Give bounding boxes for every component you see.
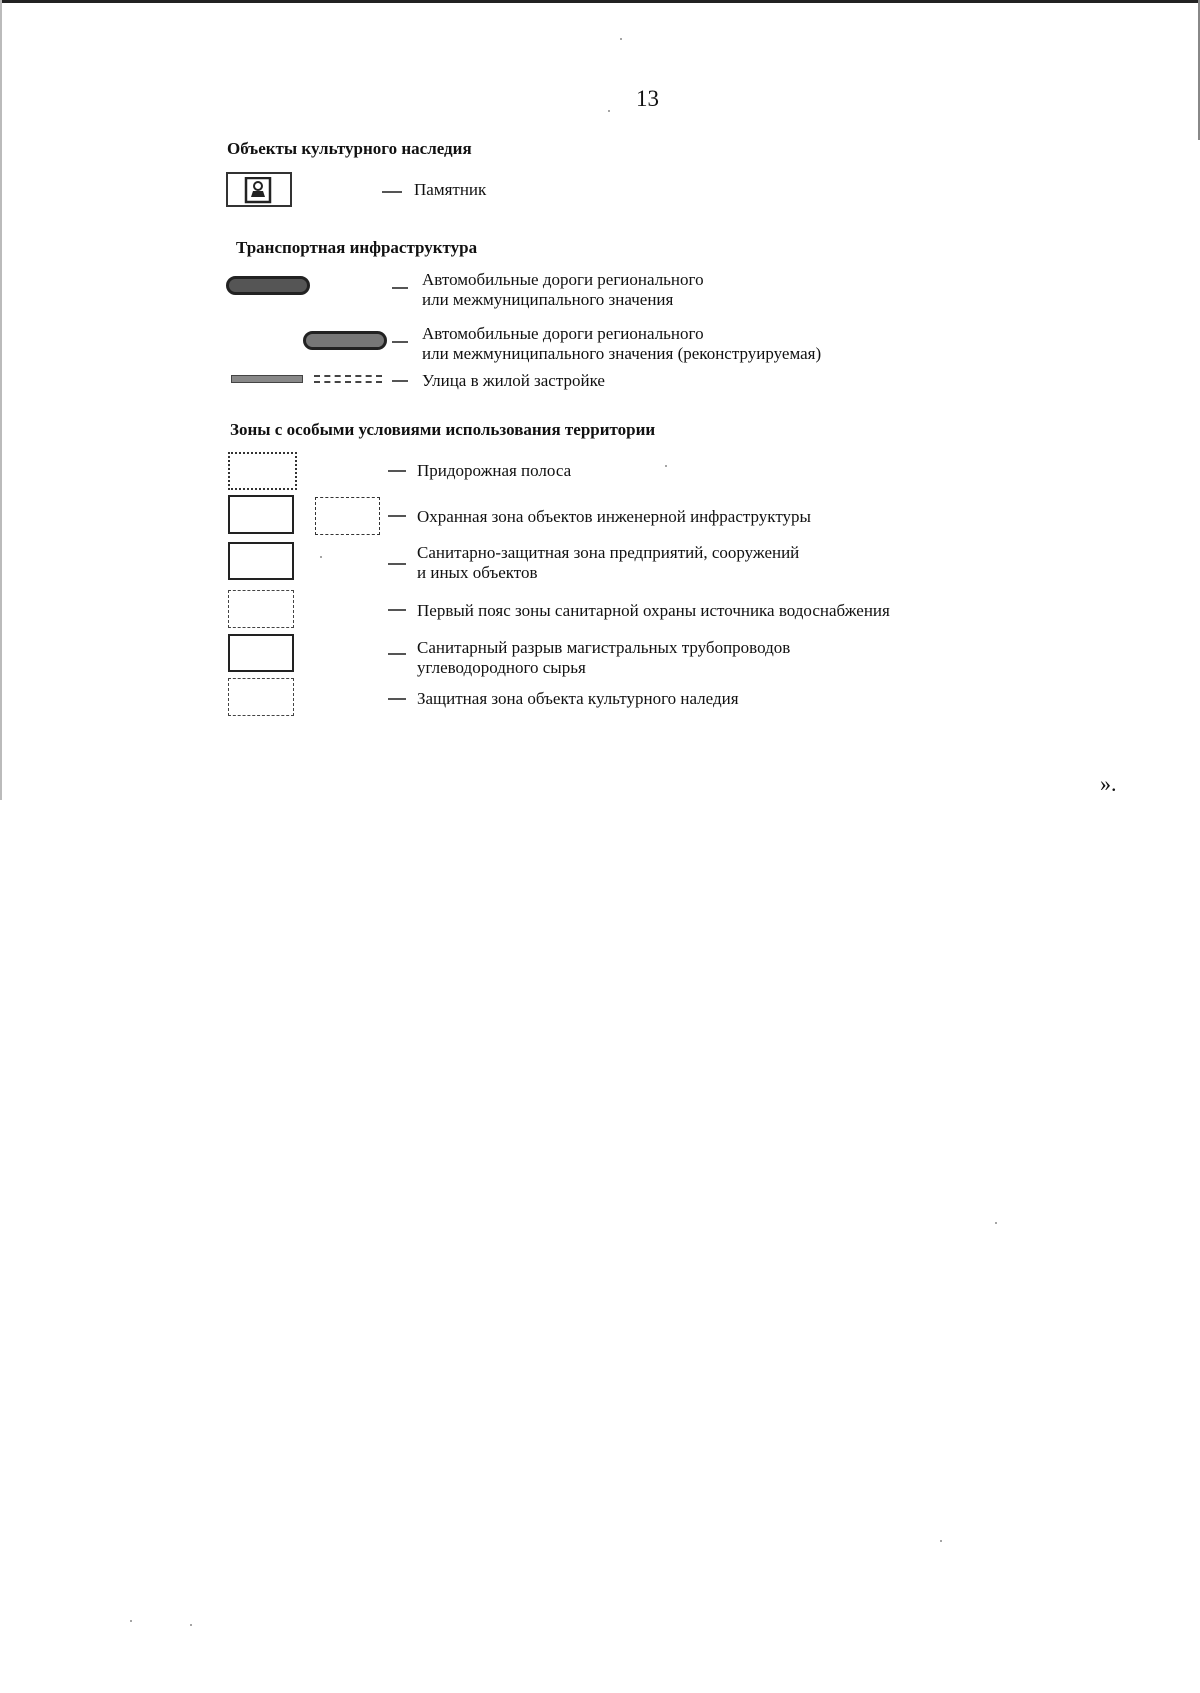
scan-speck [665,465,667,467]
legend-dash [392,287,408,289]
legend-dash [388,515,406,517]
monument-icon [226,172,292,207]
closing-quote-mark: ». [1100,771,1117,796]
legend-dash [388,609,406,611]
residential-street-projected-icon [314,375,382,383]
scan-speck [608,110,610,112]
legend-label-pipeline-sanitary-gap: Санитарный разрыв магистральных трубопроводов углеводородного сырья [417,638,791,677]
legend-dash [388,653,406,655]
scan-top-edge [0,0,1200,3]
sanitary-protection-zone-icon [228,542,294,580]
legend-dash [392,380,408,382]
engineering-protection-zone-icon [228,495,294,534]
legend-label-heritage-protection-zone: Защитная зона объекта культурного наледия [417,689,739,708]
pipeline-sanitary-gap-icon [228,634,294,672]
scan-speck [320,556,322,558]
page-number: 13 [636,86,659,111]
legend-label-monument: Памятник [414,180,487,199]
roadside-strip-icon [228,452,297,490]
scan-speck [620,38,622,40]
legend-dash [382,191,402,193]
legend-dash [392,341,408,343]
legend-dash [388,698,406,700]
regional-road-icon [226,276,310,295]
legend-label-water-protection-belt: Первый пояс зоны санитарной охраны источника водоснабжения [417,601,890,620]
scan-speck [130,1620,132,1622]
section-title-heritage: Объекты культурного наследия [227,139,472,158]
section-title-transport: Транспортная инфраструктура [236,238,478,257]
scan-speck [190,1624,192,1626]
reconstructed-road-icon [303,331,387,350]
residential-street-icon [231,375,303,383]
legend-dash [388,470,406,472]
engineering-protection-zone-alt-icon [315,497,380,535]
legend-dash [388,563,406,565]
legend-label-sanitary-protection-zone: Санитарно-защитная зона предприятий, сооружений и иных объектов [417,543,800,582]
water-protection-belt-icon [228,590,294,628]
section-title-zones: Зоны с особыми условиями использования территории [230,420,656,439]
heritage-protection-zone-icon [228,678,294,716]
legend-label-residential-street: Улица в жилой застройке [422,371,605,390]
scan-speck [995,1222,997,1224]
legend-label-reconstructed-road: Автомобильные дороги регионального или межмуниципального значения (реконструируемая) [422,324,822,363]
legend-label-regional-road: Автомобильные дороги регионального или межмуниципального значения [422,270,704,309]
scan-speck [940,1540,942,1542]
scan-left-edge [0,0,2,800]
legend-label-engineering-protection-zone: Охранная зона объектов инженерной инфраструктуры [417,507,811,526]
legend-label-roadside-strip: Придорожная полоса [417,461,572,480]
